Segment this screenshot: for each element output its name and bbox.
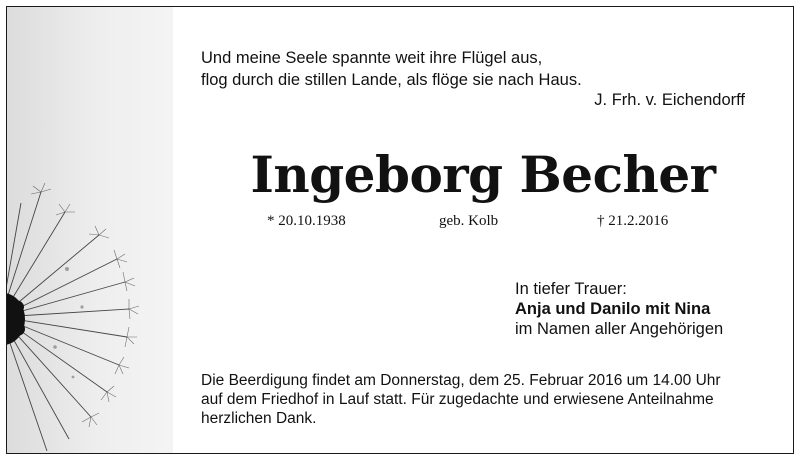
poem-line: Und meine Seele spannte weit ihre Flügel aus, bbox=[201, 49, 543, 67]
mourners-intro: In tiefer Trauer: bbox=[515, 280, 627, 298]
mourners-names: Anja und Danilo mit Nina bbox=[515, 300, 711, 318]
mourners-block bbox=[515, 279, 723, 339]
birth-date: * 20.10.1938 bbox=[267, 213, 346, 229]
funeral-line: Die Beerdigung findet am Donnerstag, dem 25. Februar 2016 um 14.00 Uhr bbox=[201, 372, 721, 389]
obituary-card bbox=[6, 6, 794, 454]
funeral-line: herzlichen Dank. bbox=[201, 410, 317, 427]
funeral-line: auf dem Friedhof in Lauf statt. Für zugedachte und erwiesene Anteilnahme bbox=[201, 391, 714, 408]
poem-line: flog durch die stillen Lande, als flöge sie nach Haus. bbox=[201, 71, 582, 89]
death-date: † 21.2.2016 bbox=[597, 213, 669, 229]
obituary-text bbox=[173, 7, 793, 453]
funeral-notice bbox=[201, 371, 747, 428]
deceased-name: Ingeborg Becher bbox=[250, 145, 716, 204]
poem-quote bbox=[201, 47, 582, 91]
dandelion-seedhead-icon bbox=[7, 7, 173, 453]
maiden-name: geb. Kolb bbox=[439, 213, 499, 229]
mourners-family: im Namen aller Angehörigen bbox=[515, 320, 724, 338]
poem-author: J. Frh. v. Eichendorff bbox=[594, 91, 745, 109]
